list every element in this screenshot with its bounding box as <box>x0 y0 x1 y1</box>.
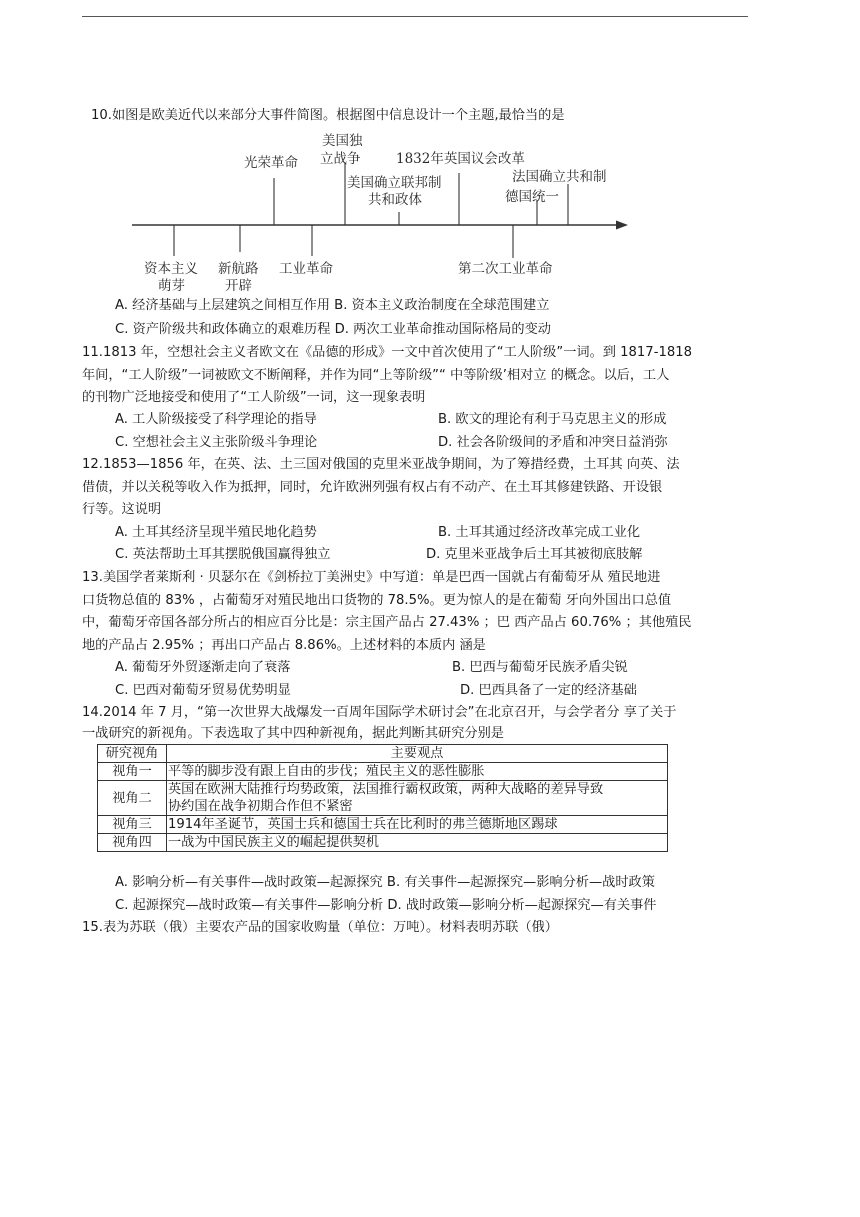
table-cell-point <box>167 781 668 816</box>
table-cell-point: 一战为中国民族主义的崛起提供契机 <box>167 834 668 852</box>
table-cell-view: 视角三 <box>98 816 167 834</box>
q12-option-c: C. 英法帮助土耳其摆脱俄国赢得独立 <box>115 547 331 562</box>
table-cell-view: 视角四 <box>98 834 167 852</box>
q12-line-2: 借债，并以关税等收入作为抵押，同时，允许欧洲列强有权占有不动产、在土耳其修建铁路、开设银 <box>82 480 663 495</box>
q11-option-d: D. 社会各阶级间的矛盾和冲突日益消弥 <box>438 435 668 450</box>
q13-option-b: B. 巴西与葡萄牙民族矛盾尖锐 <box>452 660 628 675</box>
label-parliament-reform: 1832年英国议会改革 <box>396 151 525 167</box>
table-cell-point-line: 协约国在战争初期合作但不紧密 <box>168 799 353 814</box>
label-us-federal-1: 美国确立联邦制 <box>347 175 442 191</box>
label-glorious-revolution: 光荣革命 <box>244 155 298 171</box>
table-row <box>98 834 668 852</box>
table-row <box>98 781 668 816</box>
q11-option-c: C. 空想社会主义主张阶级斗争理论 <box>115 435 318 450</box>
table-cell-point-line: 英国在欧洲大陆推行均势政策，法国推行霸权政策，两种大战略的差异导致 <box>168 782 604 797</box>
q15-line-1: 15.表为苏联（俄）主要农产品的国家收购量（单位：万吨）。材料表明苏联（俄） <box>82 920 558 935</box>
q13-line-2: 口货物总值的 83% ，占葡萄牙对殖民地出口货物的 78.5%。更为惊人的是在葡萄 牙向外国出口总值 <box>82 593 672 608</box>
q14-perspective-table <box>97 744 668 852</box>
table-header-row <box>98 745 668 763</box>
q13-option-a: A. 葡萄牙外贸逐渐走向了衰落 <box>115 660 291 675</box>
q14-line-2: 一战研究的新视角。下表选取了其中四种新视角，据此判断其研究分别是 <box>82 726 504 741</box>
q13-line-3: 中，葡萄牙帝国各部分所占的相应百分比是：宗主国产品占 27.43% ；巴 西产品占 60.76% ；其他殖民 <box>82 615 692 630</box>
q10-options-ab: A. 经济基础与上层建筑之间相互作用 B. 资本主义政治制度在全球范围建立 <box>115 298 550 313</box>
table-cell-view: 视角一 <box>98 763 167 781</box>
q12-option-d: D. 克里米亚战争后土耳其被彻底肢解 <box>426 547 643 562</box>
q11-line-3: 的刊物广泛地接受和使用了“工人阶级”一词，这一现象表明 <box>82 390 426 405</box>
label-german-unification: 德国统一 <box>505 189 559 205</box>
q13-option-c: C. 巴西对葡萄牙贸易优势明显 <box>115 683 291 698</box>
table-cell-view: 视角二 <box>98 781 167 816</box>
q11-option-a: A. 工人阶级接受了科学理论的指导 <box>115 412 317 427</box>
label-second-industrial-revolution: 第二次工业革命 <box>458 261 553 277</box>
q12-line-1: 12.1853—1856 年，在英、法、土三国对俄国的克里米亚战争期间，为了筹措经费，土耳其 向英、法 <box>82 457 680 472</box>
label-new-routes-2: 开辟 <box>225 278 252 294</box>
q13-line-4: 地的产品占 2.95% ；再出口产品占 8.86%。上述材料的本质内 涵是 <box>82 638 486 653</box>
label-capitalism-2: 萌芽 <box>158 278 185 294</box>
label-capitalism-1: 资本主义 <box>144 261 198 277</box>
q12-line-3: 行等。这说明 <box>82 502 162 517</box>
q10-stem: 10.如图是欧美近代以来部分大事件简图。根据图中信息设计一个主题,最恰当的是 <box>91 108 565 123</box>
table-cell-point: 平等的脚步没有跟上自由的步伐；殖民主义的恶性膨胀 <box>167 763 668 781</box>
q11-line-2: 年间，“工人阶级”一词被欧文不断阐释，并作为同“上等阶级”“ 中等阶级’相对立 的概念。以后，工人 <box>82 368 670 383</box>
q13-option-d: D. 巴西具备了一定的经济基础 <box>460 683 637 698</box>
q10-options-cd: C. 资产阶级共和政体确立的艰难历程 D. 两次工业革命推动国际格局的变动 <box>115 322 551 337</box>
timeline-arrow <box>616 221 628 230</box>
table-cell-point: 1914年圣诞节，英国士兵和德国士兵在比利时的弗兰德斯地区踢球 <box>167 816 668 834</box>
label-industrial-revolution: 工业革命 <box>279 261 333 277</box>
label-new-routes-1: 新航路 <box>218 261 259 277</box>
header-rule <box>82 16 748 17</box>
table-header-viewpoint: 主要观点 <box>167 745 668 763</box>
q14-options-ab: A. 影响分析—有关事件—战时政策—起源探究 B. 有关事件—起源探究—影响分析—战时政策 <box>115 875 655 890</box>
q11-line-1: 11.1813 年，空想社会主义者欧文在《品德的形成》一文中首次使用了“工人阶级”一词。到 1817-1818 <box>82 345 693 360</box>
table-row <box>98 816 668 834</box>
q10-timeline-diagram <box>132 128 632 298</box>
q14-options-cd: C. 起源探究—战时政策—有关事件—影响分析 D. 战时政策—影响分析—起源探究—有关事件 <box>115 898 657 913</box>
label-french-republic: 法国确立共和制 <box>512 169 607 185</box>
table-row <box>98 763 668 781</box>
q12-option-a: A. 土耳其经济呈现半殖民地化趋势 <box>115 525 317 540</box>
q14-line-1: 14.2014 年 7 月，“第一次世界大战爆发一百周年国际学术研讨会”在北京召开，与会学者分 享了关于 <box>82 705 677 720</box>
table-header-perspective: 研究视角 <box>98 745 167 763</box>
q11-option-b: B. 欧文的理论有利于马克思主义的形成 <box>438 412 667 427</box>
label-us-federal-2: 共和政体 <box>368 192 422 208</box>
q13-line-1: 13.美国学者莱斯利 · 贝瑟尔在《剑桥拉丁美洲史》中写道：单是巴西一国就占有葡萄牙从 殖民地进 <box>82 570 661 585</box>
q12-option-b: B. 土耳其通过经济改革完成工业化 <box>438 525 641 540</box>
label-american-independence-2: 立战争 <box>320 151 361 167</box>
label-american-independence-1: 美国独 <box>322 133 363 149</box>
